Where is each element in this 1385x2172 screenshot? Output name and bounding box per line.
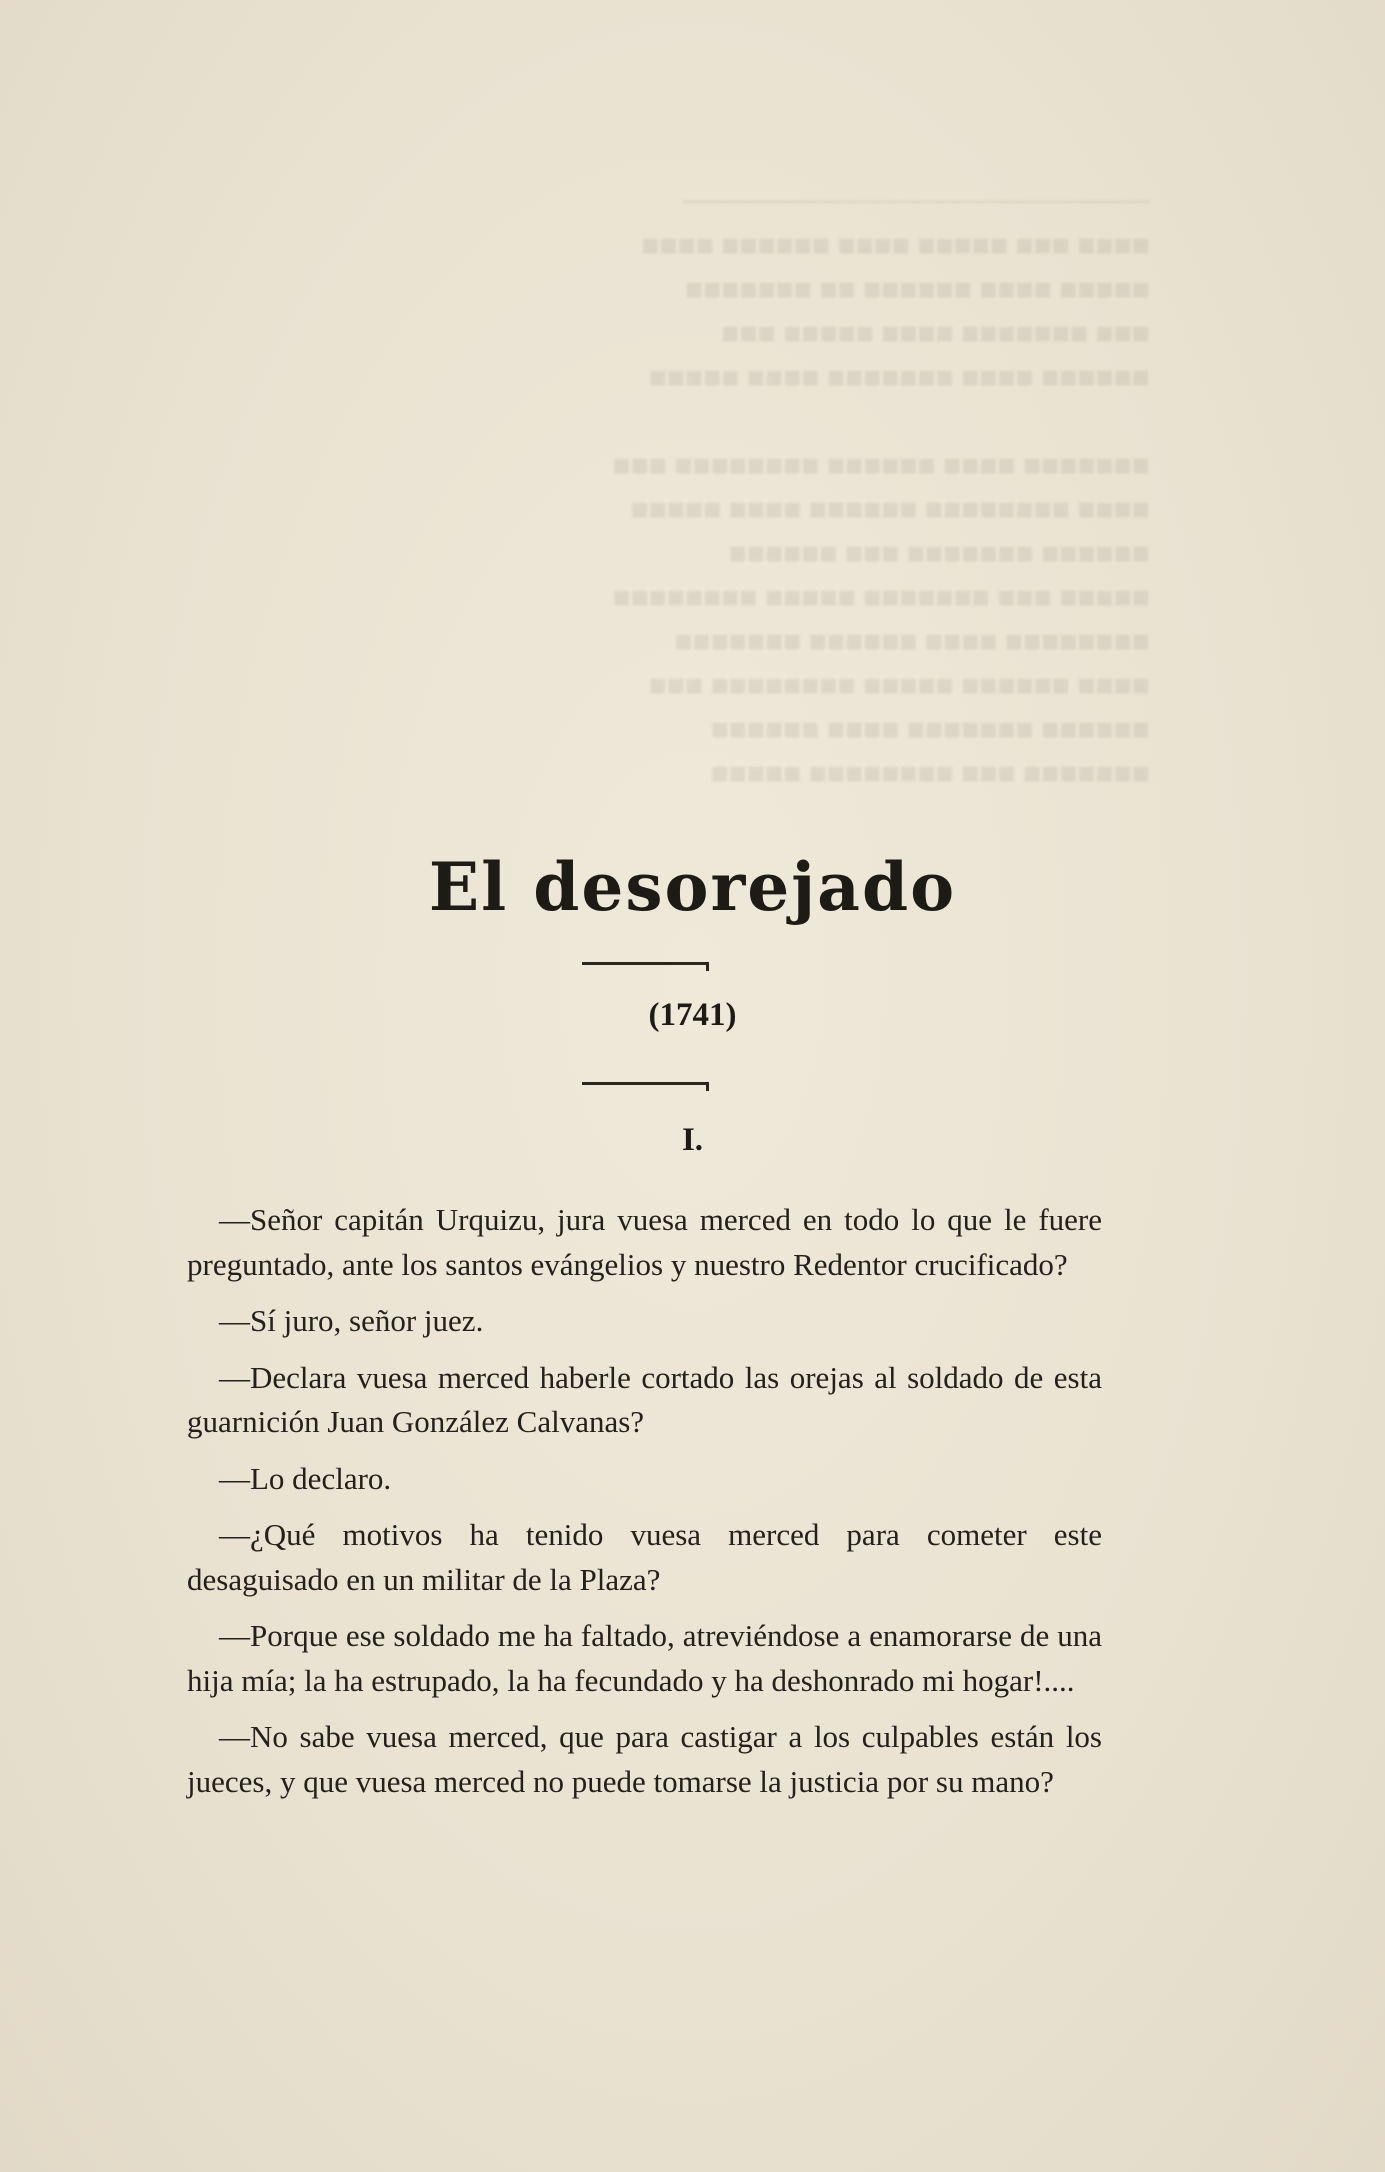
- show-through-texture: ────────────────────── ■■■■ ■■■ ■■■■■ ■■■■ ■■■■■■ ■■■■ ■■■■■ ■■■■ ■■■■■■ ■■ ■■■■■■■ ■■■ ■■■■■■■ ■■■■ ■■■■■ ■■■ ■■■■■■ ■■■■ ■■■■■■■ ■■■■ ■■■■■ ■■■■■■■ ■■■■ ■■■■■■ ■■■■■■■■ ■■■ ■■■■ ■■■■■■■■ ■■■■■■ ■■■■ ■■■■■ ■■■■■■ ■■■■■■■ ■■■ ■■■■■■ ■■■■■ ■■■ ■■■■■■■ ■■■■■ ■■■■■■■■ ■■■■■■■■ ■■■■ ■■■■■■ ■■■■■■■ ■■■■ ■■■■■■ ■■■■■ ■■■■■■■■ ■■■ ■■■■■■ ■■■■■■■ ■■■■ ■■■■■■ ■■■■■■■ ■■■ ■■■■■■■■ ■■■■■: [612, 185, 1150, 790]
- paragraph: —Sí juro, señor juez.: [219, 1303, 484, 1338]
- paragraph: —Declara vuesa merced haberle cortado las orejas al soldado de esta guarnición Juan González Calvanas?: [187, 1359, 1102, 1439]
- chapter-title: El desorejado: [428, 848, 957, 926]
- chapter-body: [187, 1198, 1102, 1816]
- paragraph: —No sabe vuesa merced, que para castigar a los culpables están los jueces, y que vuesa merced no puede tomarse la justicia por su mano?: [187, 1719, 1102, 1799]
- ornamental-rule-bottom: [582, 1082, 708, 1085]
- chapter-year: (1741): [648, 997, 737, 1033]
- paragraph: —Señor capitán Urquizu, jura vuesa merced en todo lo que le fuere preguntado, ante los santos evángelios y nuestro Redentor crucificado?: [187, 1202, 1102, 1282]
- section-number: I.: [681, 1122, 704, 1158]
- ornamental-rule-top: [582, 962, 708, 965]
- paragraph: —Porque ese soldado me ha faltado, atreviéndose a enamorarse de una hija mía; la ha estrupado, la ha fecundado y ha deshonrado mi hogar!....: [187, 1618, 1102, 1698]
- paragraph: —¿Qué motivos ha tenido vuesa merced para cometer este desaguisado en un militar de la Plaza?: [187, 1517, 1102, 1597]
- paragraph: —Lo declaro.: [219, 1460, 392, 1496]
